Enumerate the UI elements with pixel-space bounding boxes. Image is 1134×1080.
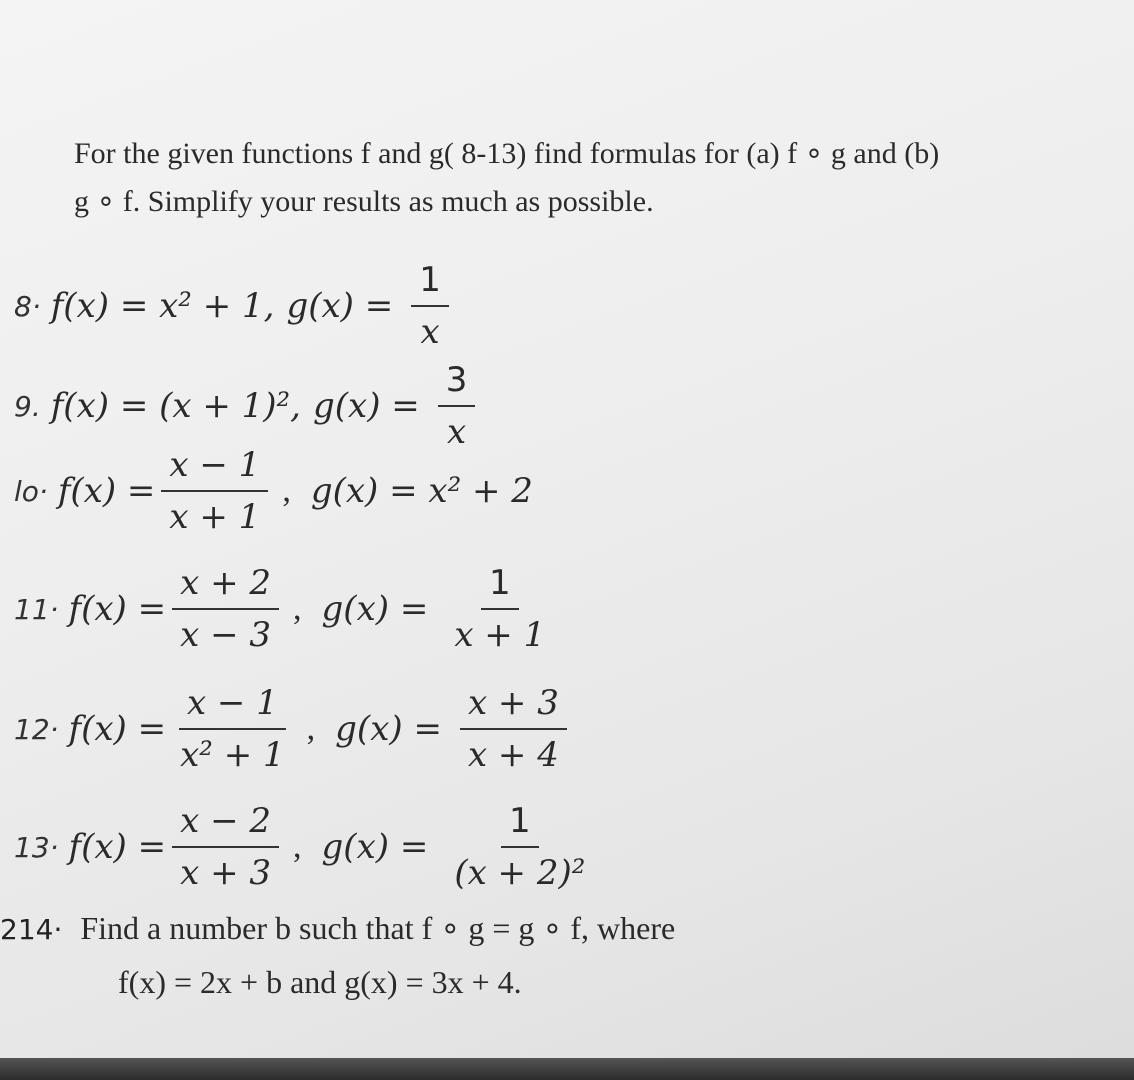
g-denominator: x + 4 <box>467 735 559 775</box>
problem-number: 13· <box>14 830 59 864</box>
g-denominator: x <box>446 412 467 452</box>
f-fraction <box>172 796 279 898</box>
g-numerator: x + 3 <box>460 678 567 730</box>
f-numerator: x − 1 <box>179 678 286 730</box>
problem-12: 12· f(x) = $\frac{x - 1}{\text{x² + 1}}$ , g(x) = $\frac{x + 3}{x + 4}$ <box>14 678 573 780</box>
g-label: g(x) = <box>335 709 442 749</box>
f-label: f(x) = <box>57 471 156 511</box>
g-numerator: 1 <box>411 255 449 307</box>
problem-number: 12· <box>14 712 59 746</box>
g-denominator: (x + 2)² <box>454 853 586 893</box>
f-fraction <box>161 440 268 542</box>
f-denominator: x − 3 <box>180 615 272 655</box>
f-numerator: x − 1 <box>161 440 268 492</box>
g-label: g(x) = <box>286 286 394 326</box>
instructions-line-1: For the given functions f and g( 8-13) find formulas for (a) f ∘ g and (b) <box>74 137 940 170</box>
g-numerator: 3 <box>438 355 476 407</box>
problem-number: 9. <box>14 389 41 423</box>
g-numerator: 1 <box>501 796 539 848</box>
g-fraction <box>446 796 593 898</box>
g-fraction <box>460 678 567 780</box>
g-fraction <box>446 558 553 660</box>
problem-14 <box>0 902 675 1008</box>
f-label: f(x) = <box>68 709 167 749</box>
f-fraction <box>172 558 279 660</box>
f-denominator: x + 3 <box>180 853 272 893</box>
problem-number: 11· <box>14 592 59 626</box>
g-label: g(x) = <box>321 827 429 867</box>
problem-10: lo· f(x) = $\frac{x - 1}{x + 1}$ , g(x) = x² + 2 <box>14 440 545 542</box>
g-denominator: x <box>420 312 440 352</box>
f-fraction <box>172 678 293 780</box>
g-label: g(x) = <box>321 589 429 629</box>
g-numerator: 1 <box>481 558 519 610</box>
f-denominator: x² + 1 <box>180 735 285 775</box>
f-numerator: x + 2 <box>172 558 279 610</box>
g-label: g(x) = <box>313 386 420 426</box>
f-denominator: x + 1 <box>169 497 261 537</box>
g-fraction <box>411 255 449 357</box>
problem-number: 8· <box>14 289 41 323</box>
screen-bezel <box>0 1058 1134 1080</box>
f-label: f(x) = <box>68 827 167 867</box>
problem-14-line-1: Find a number b such that f ∘ g = g ∘ f, where <box>80 910 676 946</box>
instructions <box>74 130 1124 226</box>
g-denominator: x + 1 <box>454 615 546 655</box>
f-definition: f(x) = x² + 1, <box>50 286 275 326</box>
problem-number: lo· <box>14 474 48 508</box>
f-label: f(x) = <box>68 589 167 629</box>
instructions-line-2: g ∘ f. Simplify your results as much as possible. <box>74 185 654 218</box>
f-definition: f(x) = (x + 1)², <box>50 386 301 426</box>
problem-number: 214· <box>0 913 63 946</box>
g-definition: g(x) = x² + 2 <box>310 471 533 511</box>
problem-13: 13· f(x) = $\frac{x - 2}{x + 3}$ , g(x) = $\frac{1}{\text{(x + 2)²}}$ <box>14 796 599 898</box>
problem-11: 11· f(x) = $\frac{x + 2}{x - 3}$ , g(x) = $\frac{1}{x + 1}$ <box>14 558 559 660</box>
problem-8 <box>14 255 455 357</box>
f-numerator: x − 2 <box>172 796 279 848</box>
problem-14-line-2: f(x) = 2x + b and g(x) = 3x + 4. <box>118 964 522 1000</box>
